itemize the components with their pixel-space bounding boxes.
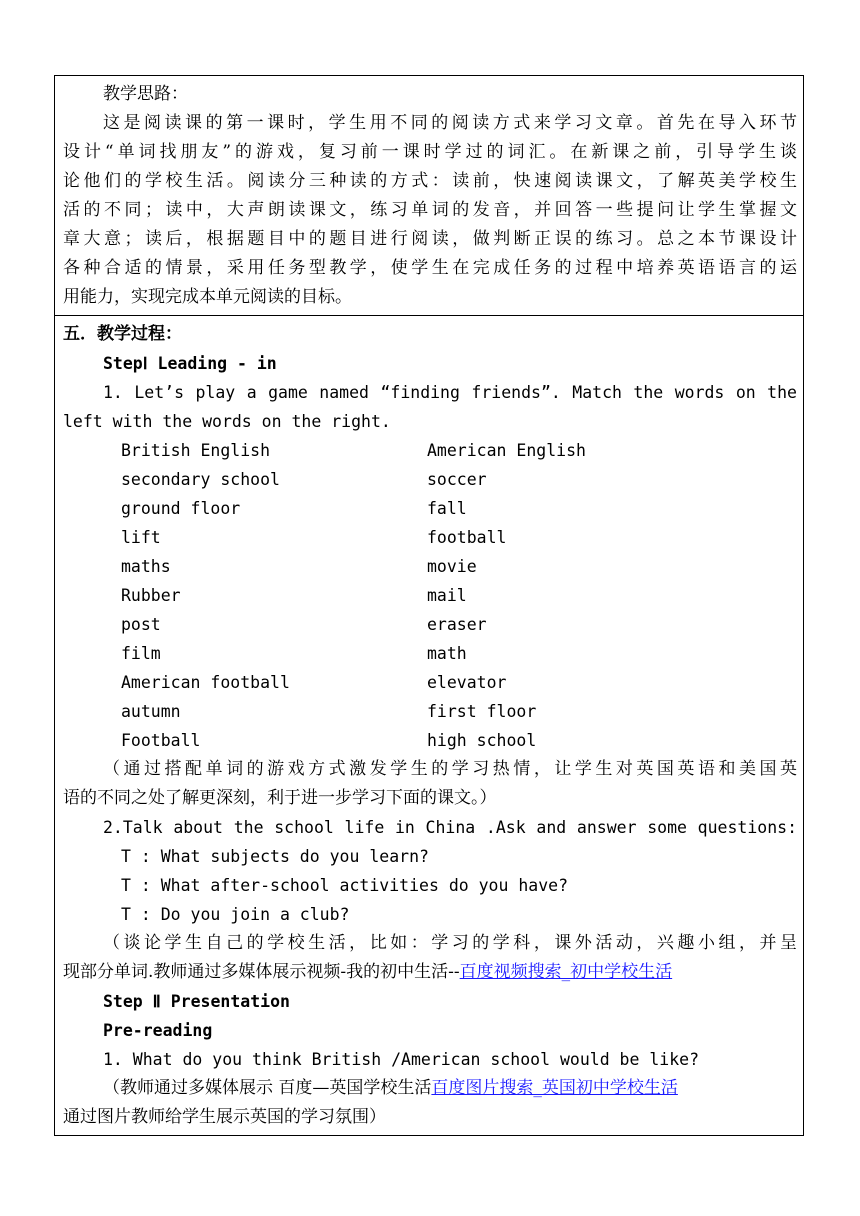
american-word: fall: [427, 499, 467, 518]
approach-para-line: 这是阅读课的第一课时，学生用不同的阅读方式来学习文章。首先在导入环节: [103, 113, 797, 133]
teaching-approach-cell: [54, 75, 804, 316]
american-word: movie: [427, 557, 477, 576]
american-word: mail: [427, 586, 467, 605]
american-word: first floor: [427, 702, 537, 721]
prereading-title: Pre-reading: [103, 1021, 213, 1040]
approach-para-line: 设计“单词找朋友”的游戏，复习前一课时学过的词汇。在新课之前，引导学生谈: [63, 142, 797, 162]
word-pair-row: [63, 436, 797, 465]
word-pair-row: [63, 465, 797, 494]
american-word: football: [427, 528, 507, 547]
approach-para-line: 活的不同；读中，大声朗读课文，练习单词的发音，并回答一些提问让学生掌握文: [63, 200, 797, 220]
lesson-plan-table: [54, 75, 804, 1136]
video-search-link[interactable]: 百度视频搜索_初中学校生活: [459, 962, 673, 982]
word-pair-row: [63, 639, 797, 668]
british-word: post: [121, 615, 161, 634]
british-word: American football: [121, 673, 290, 692]
approach-para-line: 用能力，实现完成本单元阅读的目标。: [63, 287, 352, 307]
image-search-link[interactable]: 百度图片搜索_英国初中学校生活: [431, 1078, 678, 1098]
british-word: autumn: [121, 702, 181, 721]
british-word: Football: [121, 731, 201, 750]
word-pair-row: [63, 697, 797, 726]
question-item: T : Do you join a club?: [121, 905, 350, 924]
british-word: Rubber: [121, 586, 181, 605]
approach-para-line: 论他们的学校生活。阅读分三种读的方式：读前，快速阅读课文，了解英美学校生: [63, 171, 797, 191]
task1-instruction: 1. Let’s play a game named “finding friends”. Match the words on the: [103, 383, 797, 402]
british-word: lift: [121, 528, 161, 547]
american-word: American English: [427, 441, 586, 460]
word-pair-row: [63, 668, 797, 697]
word-pair-row: [63, 523, 797, 552]
note-british-school-cont: 通过图片教师给学生展示英国的学习氛围）: [63, 1107, 386, 1127]
word-pair-row: [63, 552, 797, 581]
note-british-school: [63, 1074, 797, 1103]
approach-para-line: 各种合适的情景，采用任务型教学，使学生在完成任务的过程中培养英语语言的运: [63, 258, 797, 278]
american-word: math: [427, 644, 467, 663]
british-word: British English: [121, 441, 271, 460]
note-text: （教师通过多媒体展示 百度—英国学校生活: [103, 1078, 432, 1098]
task2-instruction: 2.Talk about the school life in China .Ask and answer some questions:: [103, 818, 797, 837]
approach-heading: 教学思路：: [103, 84, 188, 104]
word-pair-row: [63, 494, 797, 523]
british-word: maths: [121, 557, 171, 576]
word-pair-row: [63, 581, 797, 610]
note-text: 现部分单词.教师通过多媒体展示视频-我的初中生活--: [63, 962, 460, 982]
word-pair-row: [63, 726, 797, 755]
note-game-purpose-cont: 语的不同之处了解更深刻，利于进一步学习下面的课文。）: [63, 788, 497, 808]
american-word: soccer: [427, 470, 487, 489]
note-school-life: （谈论学生自己的学校生活，比如：学习的学科，课外活动，兴趣小组，并呈: [103, 933, 797, 953]
step1-title: StepⅠ Leading - in: [103, 354, 277, 373]
american-word: eraser: [427, 615, 487, 634]
note-game-purpose: （通过搭配单词的游戏方式激发学生的学习热情，让学生对英国英语和美国英: [103, 759, 797, 779]
british-word: secondary school: [121, 470, 280, 489]
american-word: high school: [427, 731, 537, 750]
note-school-life-cont: [63, 958, 797, 987]
word-pair-row: [63, 610, 797, 639]
task1-instruction-cont: left with the words on the right.: [63, 412, 391, 431]
step2-title: Step Ⅱ Presentation: [103, 992, 290, 1011]
task3-question: 1. What do you think British /American school would be like?: [103, 1050, 700, 1069]
question-item: T : What after-school activities do you have?: [121, 876, 569, 895]
question-item: T : What subjects do you learn?: [121, 847, 429, 866]
british-word: ground floor: [121, 499, 241, 518]
approach-para-line: 章大意；读后，根据题目中的题目进行阅读，做判断正误的练习。总之本节课设计: [63, 229, 797, 249]
word-match-list: [63, 436, 797, 755]
british-word: film: [121, 644, 161, 663]
teaching-process-cell: [54, 316, 804, 1136]
process-heading: 五．教学过程：: [63, 324, 182, 344]
american-word: elevator: [427, 673, 507, 692]
